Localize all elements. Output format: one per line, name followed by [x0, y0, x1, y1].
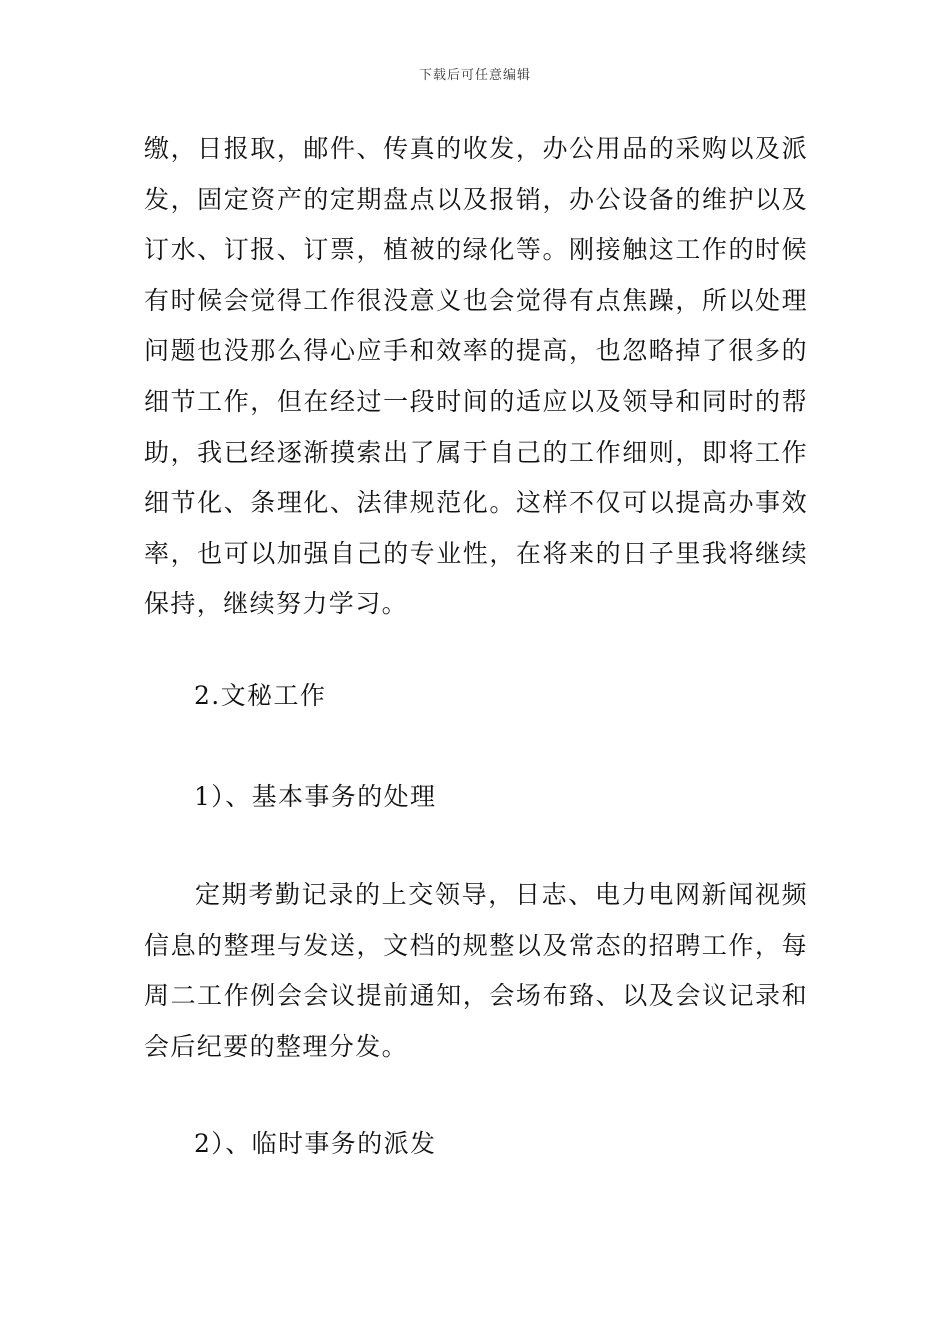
subsection-title-2: 2）、临时事务的派发 — [194, 1129, 437, 1158]
download-note: 下载后可任意编辑 — [418, 68, 531, 83]
body-paragraph-2: 定期考勤记录的上交领导，日志、电力电网新闻视频信息的整理与发送，文档的规整以及常态的招聘工作，每周二工作例会会议提前通知，会场布臵、以及会议记录和会后纪要的整理分发。 — [144, 880, 808, 1061]
section-title: 2.文秘工作 — [194, 681, 327, 710]
body-paragraph-1: 缴，日报取，邮件、传真的收发，办公用品的采购以及派发，固定资产的定期盘点以及报销，办公设备的维护以及订水、订报、订票，植被的绿化等。刚接触这工作的时候有时候会觉得工作很没意义也会觉得有点焦躁，所以处理问题也没那么得心应手和效率的提高，也忽略掉了很多的细节工作，但在经过一段时间的适应以及领导和同时的帮助，我已经逐渐摸索出了属于自己的工作细则，即将工作细节化、条理化、法律规范化。这样不仅可以提高办事效率，也可以加强自己的专业性，在将来的日子里我将继续保持，继续努力学习。 — [144, 134, 808, 619]
subsection-title-1: 1）、基本事务的处理 — [194, 782, 437, 811]
